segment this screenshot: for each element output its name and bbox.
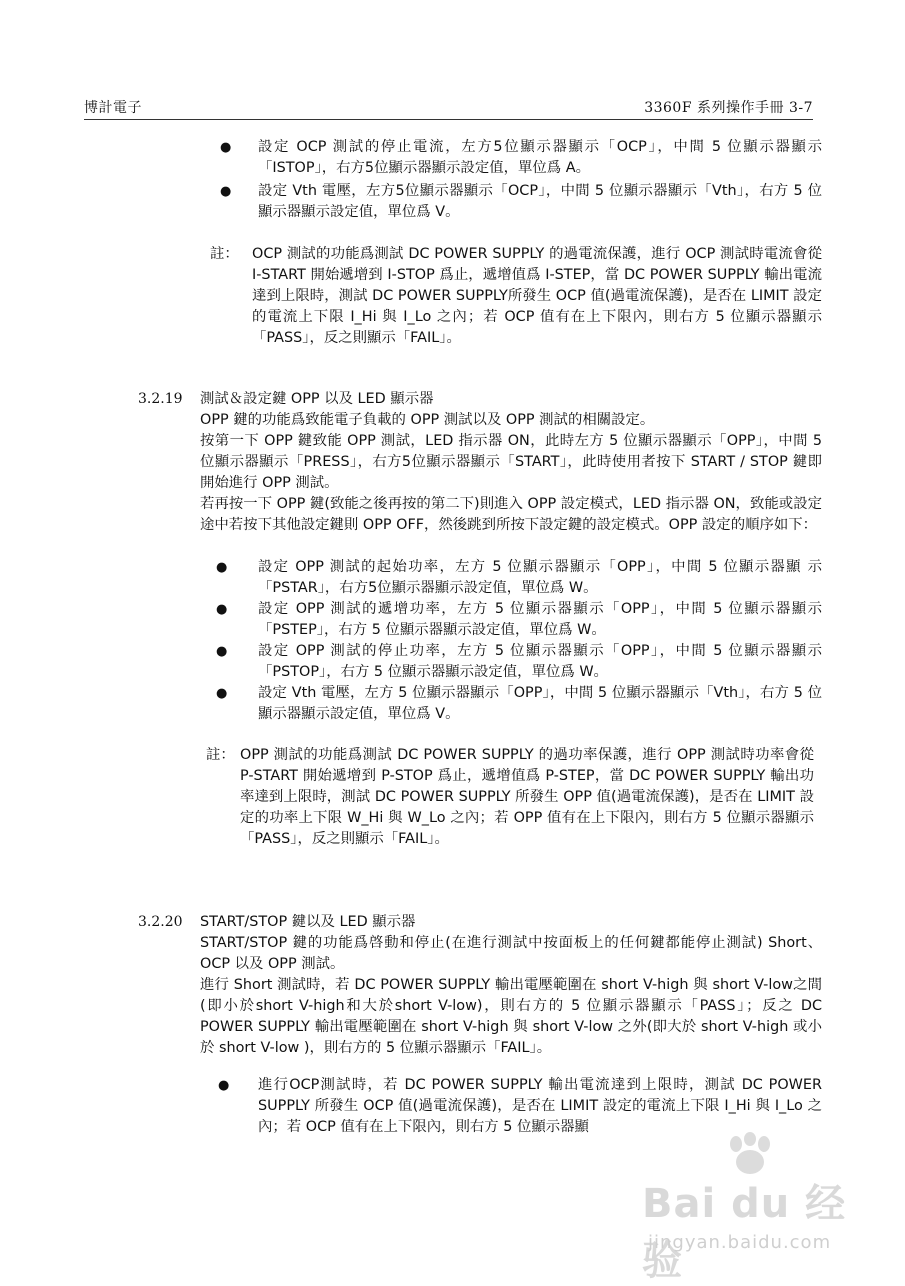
bullet-icon: ●: [220, 184, 232, 199]
bullet-icon: ●: [216, 644, 228, 659]
bullet-icon: ●: [216, 686, 228, 701]
list-item: 設定 OPP 測試的起始功率，左方 5 位顯示器顯示「OPP」，中間 5 位顯示器顯 示「PSTAR」，右方5位顯示器顯示設定值，單位爲 W。: [258, 559, 822, 596]
watermark-url: jingyan.baidu.com: [648, 1232, 832, 1253]
paragraph: OPP 鍵的功能爲致能電子負載的 OPP 測試以及 OPP 測試的相關設定。: [200, 412, 655, 428]
list-item: 設定 Vth 電壓，左方 5 位顯示器顯示「OPP」，中間 5 位顯示器顯示「Vth」，右方 5 位顯示器顯示設定值，單位爲 V。: [258, 685, 822, 722]
list-item: 進行OCP測試時，若 DC POWER SUPPLY 輸出電流達到上限時，測試 DC POWER SUPPLY 所發生 OCP 值(過電流保護)，是否在 LIMIT 設定的電流上下限 I_Hi 與 I_Lo 之內；若 OCP 值有在上下限內，則右方 5 位顯示器顯: [258, 1077, 822, 1135]
bullet-icon: ●: [216, 602, 228, 617]
note-label: 註：: [206, 747, 235, 763]
bullet-icon: ●: [218, 1078, 230, 1093]
header-manual-page: 3360F 系列操作手冊 3-7: [644, 100, 813, 116]
paragraph: 若再按一下 OPP 鍵(致能之後再按的第二下)則進入 OPP 設定模式，LED 指示器 ON，致能或設定途中若按下其他設定鍵則 OPP OFF，然後跳到所按下設定鍵的設定模式。OPP 設定的順序如下：: [200, 496, 822, 533]
section-title: 測試＆設定鍵 OPP 以及 LED 顯示器: [200, 391, 434, 407]
list-item: 設定 OCP 測試的停止電流，左方5位顯示器顯示「OCP」，中間 5 位顯示器顯示「ISTOP」，右方5位顯示器顯示設定值，單位爲 A。: [258, 139, 822, 176]
note-ocp-text: OCP 測試的功能爲測試 DC POWER SUPPLY 的過電流保護，進行 OCP 測試時電流會從 I-START 開始遞增到 I-STOP 爲止，遞增值爲 I-STEP，當 DC POWER SUPPLY 輸出電流達到上限時，測試 DC POWER SUPPLY所發生 OCP 值(過電流保護)，是否在 LIMIT 設定的電流上下限 I_Hi 與 I_Lo 之內；若 OCP 值有在上下限內，則右方 5 位顯示器顯示「PASS」，反之則顯示「FAIL」。: [252, 246, 822, 346]
section-title: START/STOP 鍵以及 LED 顯示器: [200, 914, 416, 930]
header-rule: [84, 119, 813, 120]
section-number: 3.2.19: [138, 391, 183, 407]
watermark-logo: Bai du 经验: [642, 1181, 847, 1284]
list-item: 設定 Vth 電壓，左方5位顯示器顯示「OCP」，中間 5 位顯示器顯示「Vth」，右方 5 位顯示器顯示設定值，單位爲 V。: [258, 183, 822, 220]
baidu-watermark: [628, 1132, 878, 1284]
note-opp-text: OPP 測試的功能爲測試 DC POWER SUPPLY 的過功率保護，進行 OPP 測試時功率會從 P-START 開始遞增到 P-STOP 爲止，遞增值爲 P-STEP，當 DC POWER SUPPLY 輸出功率達到上限時，測試 DC POWER SUPPLY 所發生 OPP 值(過電流保護)，是否在 LIMIT 設定的功率上下限 W_Hi 與 W_Lo 之內；若 OPP 值有在上下限內，則右方 5 位顯示器顯示「PASS」，反之則顯示「FAIL」。: [240, 747, 814, 847]
paragraph: 進行 Short 測試時，若 DC POWER SUPPLY 輸出電壓範圍在 short V-high 與 short V-low之間(即小於short V-high和大於short V-low)，則右方的 5 位顯示器顯示「PASS」；反之 DC POWER SUPPLY 輸出電壓範圍在 short V-high 與 short V-low 之外(即大於 short V-high 或小於 short V-low )，則右方的 5 位顯示器顯示「FAIL」。: [200, 977, 822, 1056]
baidu-paw-icon: [724, 1132, 776, 1176]
bullet-icon: ●: [216, 560, 228, 575]
paragraph: 按第一下 OPP 鍵致能 OPP 測試，LED 指示器 ON，此時左方 5 位顯示器顯示「OPP」，中間 5 位顯示器顯示「PRESS」，右方5位顯示器顯示「START」，此時使用者按下 START / STOP 鍵即開始進行 OPP 測試。: [200, 433, 822, 491]
bullet-icon: ●: [220, 140, 232, 155]
section-number: 3.2.20: [138, 914, 183, 930]
note-label: 註：: [210, 246, 239, 262]
list-item: 設定 OPP 測試的遞增功率，左方 5 位顯示器顯示「OPP」，中間 5 位顯示器顯示「PSTEP」，右方 5 位顯示器顯示設定值，單位爲 W。: [258, 601, 822, 638]
list-item: 設定 OPP 測試的停止功率，左方 5 位顯示器顯示「OPP」，中間 5 位顯示器顯示「PSTOP」，右方 5 位顯示器顯示設定值，單位爲 W。: [258, 643, 822, 680]
header-company: 博計電子: [84, 100, 142, 116]
paragraph: START/STOP 鍵的功能爲啓動和停止(在進行測試中按面板上的任何鍵都能停止測試) Short、OCP 以及 OPP 測試。: [200, 935, 822, 972]
